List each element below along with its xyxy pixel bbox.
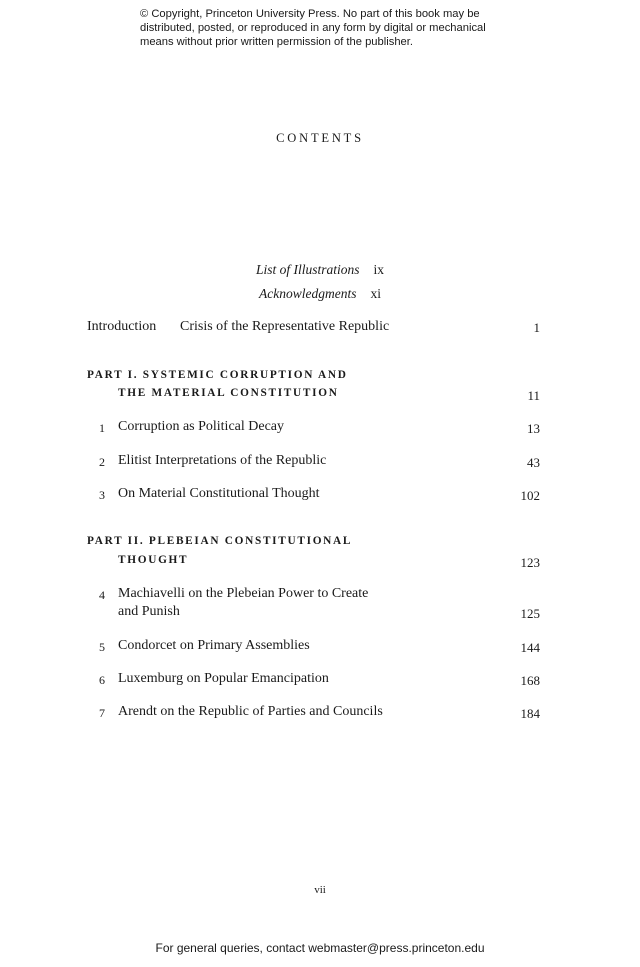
footer-contact[interactable]: For general queries, contact webmaster@press.princeton.edu (155, 941, 485, 955)
chapter-title: Luxemburg on Popular Emancipation (118, 671, 329, 686)
part-1-page: 11 (527, 388, 540, 403)
chapter-page: 144 (520, 640, 540, 655)
part-2-line-1: PART II. PLEBEIAN CONSTITUTIONAL (87, 535, 353, 547)
copyright-line-3: means without prior written permission of the publisher. (140, 36, 413, 48)
chapter-number: 5 (99, 640, 105, 654)
chapter-title: Condorcet on Primary Assemblies (118, 638, 310, 653)
chapter-title: Corruption as Political Decay (118, 419, 285, 434)
copyright-line-1: © Copyright, Princeton University Press. No part of this book may be (140, 8, 480, 20)
introduction-page: 1 (533, 320, 540, 335)
chapter-title: On Material Constitutional Thought (118, 486, 320, 501)
part-2-page: 123 (520, 555, 540, 570)
front-matter-title: Acknowledgments (259, 286, 357, 301)
page-folio: vii (314, 884, 326, 896)
part-1-line-1: PART I. SYSTEMIC CORRUPTION AND (87, 369, 348, 381)
introduction-title: Crisis of the Representative Republic (180, 319, 390, 334)
front-matter-list-of-illustrations[interactable] (0, 262, 640, 278)
front-matter-page: xi (370, 286, 381, 301)
introduction-label: Introduction (87, 319, 157, 334)
chapter-page: 168 (520, 673, 540, 688)
chapter-title: Machiavelli on the Plebeian Power to Create (118, 586, 369, 601)
chapter-page: 13 (527, 421, 540, 436)
front-matter-title: List of Illustrations (255, 262, 360, 277)
chapter-title: Arendt on the Republic of Parties and Councils (118, 704, 383, 719)
chapter-number: 6 (99, 673, 105, 687)
copyright-notice (140, 7, 520, 49)
part-1-line-2: THE MATERIAL CONSTITUTION (118, 387, 339, 399)
chapter-page: 184 (520, 706, 540, 721)
part-2-line-2: THOUGHT (118, 554, 189, 566)
chapter-number: 3 (99, 488, 105, 502)
contents-heading: CONTENTS (276, 131, 364, 145)
chapter-number: 1 (99, 421, 105, 435)
chapter-title-continued: and Punish (118, 604, 180, 619)
chapter-number: 7 (99, 706, 105, 720)
chapter-title: Elitist Interpretations of the Republic (118, 453, 327, 468)
chapter-number: 2 (99, 455, 105, 469)
chapter-page: 125 (520, 606, 540, 621)
front-matter-acknowledgments[interactable] (0, 286, 640, 302)
chapter-page: 102 (520, 488, 540, 503)
chapter-number: 4 (99, 588, 105, 602)
copyright-line-2: distributed, posted, or reproduced in any form by digital or mechanical (140, 22, 486, 34)
front-matter-page: ix (373, 262, 385, 277)
chapter-page: 43 (527, 455, 540, 470)
